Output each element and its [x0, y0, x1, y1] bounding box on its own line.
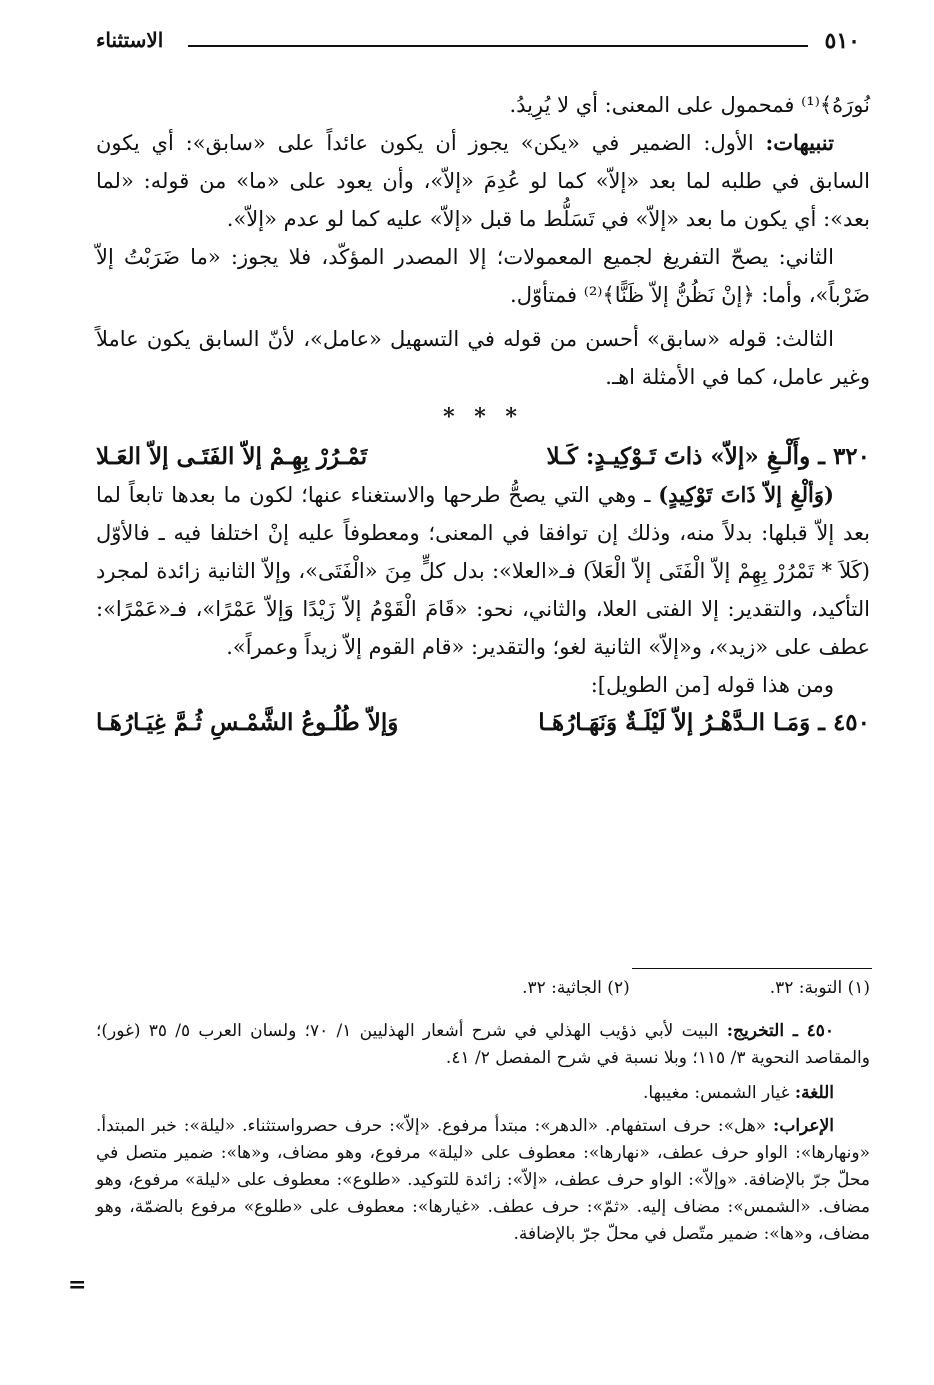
- verse-320: [96, 438, 870, 476]
- verse-450-first-hemistich: ٤٥٠ ـ وَمَـا الـدَّهْـرُ إلاّ لَيْلَـةٌ وَنَهَـارُهَـا: [538, 709, 870, 736]
- paragraph-third: الثالث: قوله «سابق» أحسن من قوله في التسهيل «عامل»، لأنّ السابق يكون عاملاً وغير عامل، كما في الأمثلة اهـ.: [96, 327, 870, 389]
- tanbihat-label: تنبيهات:: [765, 130, 834, 155]
- note-irab: [96, 1113, 870, 1248]
- tanbihat-text: الأول: الضمير في «يكن» يجوز أن يكون عائداً على «سابق»: أي يكون السابق في طلبه لما بعد «إلاّ» كما لو عُدِمَ «إلاّ»، وأن يعود على «ما» من قوله: «لما بعد»: أي يكون ما بعد «إلاّ» في تَسَلُّط ما قبل «إلاّ» عليه كما لو عدم «إلاّ».: [96, 131, 870, 231]
- footnote-separator: [632, 968, 872, 969]
- paragraph-commentary: [96, 476, 870, 666]
- commentary-text: ـ وهي التي يصحُّ طرحها والاستغناء عنها؛ لكون ما بعدها تابعاً لما بعد إلاّ قبلها: بدلاً منه، وذلك إن توافقا في المعنى؛ ومعطوفاً عليه إنْ اختلفا فيه ـ فالأوّل (كَلاَ * تَمْرُرْ بِهِمْ إلاّ الْفَتَى إلاّ الْعَلاَ) فـ«العلا»: بدل كلٍّ مِنَ «الْفَتَى»، وإلاّ الثانية زائدة لمجرد التأكيد، والتقدير: إلا الفتى العلا، والثاني، نحو: «قَامَ الْقَوْمُ إلاّ زَيْدًا وَإلاّ عَمْرًا»، فـ«عَمْرًا»: عطف على «زيد»، و«إلاّ» الثانية لغو؛ والتقدير: «قام القوم إلاّ زيداً وعمراً».: [96, 483, 870, 659]
- header-rule: [188, 45, 808, 47]
- commentary-lead: (وَألْغِ إلاّ ذَاتَ تَوْكِيدٍ): [658, 482, 834, 507]
- notes-block: [96, 1018, 870, 1248]
- lugha-label: اللغة:: [794, 1083, 834, 1103]
- verse-320-second-hemistich: تَمْـرُرْ بِهِـمْ إلاّ الفَتَـى إلاّ العَـلا: [96, 443, 368, 470]
- footnote-references: [96, 978, 870, 998]
- verse-450: [96, 704, 870, 742]
- irab-label: الإعراب:: [773, 1116, 834, 1136]
- section-divider-stars: * * *: [443, 404, 523, 430]
- note-takhrij: [96, 1018, 870, 1072]
- lugha-text: غيار الشمس: مغيبها.: [642, 1083, 795, 1103]
- footnote-1: (١) التوبة: ٣٢.: [769, 978, 870, 998]
- takhrij-label: ٤٥٠ ـ التخريج:: [726, 1021, 834, 1041]
- takhrij-text: البيت لأبي ذؤيب الهذلي في شرح أشعار الهذليين ١/ ٧٠؛ ولسان العرب ٥/ ٣٥ (غور)؛ والمقاصد النحوية ٣/ ١١٥؛ وبلا نسبة في شرح المفصل ٢/ ٤١.: [96, 1021, 870, 1068]
- verse-450-second-hemistich: وَإلاّ طُلُـوعُ الشَّمْـسِ ثُـمَّ غِيَـارُهَـا: [96, 709, 399, 736]
- page-header: [96, 28, 860, 60]
- paragraph-citation-intro: ومن هذا قوله [من الطويل]:: [590, 673, 834, 697]
- continuation-mark: =: [68, 1272, 87, 1298]
- verse-320-first-hemistich: ٣٢٠ ـ وأَلْـغِ «إلاّ» ذاتَ تَـوْكِيـدٍ: كَـلا: [546, 443, 870, 470]
- irab-text: «هل»: حرف استفهام. «الدهر»: مبتدأ مرفوع. «إلاّ»: حرف حصرواستثناء. «ليلة»: خبر المبتدأ. «ونهارها»: الواو حرف عطف، «نهارها»: معطوف على «ليلة» مرفوع، وهو مضاف، و«ها»: ضمير متصل في محلّ جرّ بالإضافة. «وإلاّ»: الواو حرف عطف، «إلاّ»: زائدة للتوكيد. «طلوع»: معطوف على «ليلة» مرفوع، وهو مضاف. «الشمس»: مضاف إليه. «ثمّ»: حرف عطف. «غيارها»: معطوف على «طلوع» مرفوع بالضمّة، وهو مضاف، و«ها»: ضمير متّصل في محلّ جرّ بالإضافة.: [96, 1116, 870, 1244]
- running-title: الاستثناء: [96, 28, 164, 52]
- paragraph-second: الثاني: يصحّ التفريغ لجميع المعمولات؛ إلا المصدر المؤكّد، فلا يجوز: «ما ضَرَبْتُ إلاّ ضَرْباً»، وأما: ﴿إنْ نَظُنُّ إلاّ ظَنًّا﴾⁽²⁾ فمتأوّل.: [96, 245, 870, 307]
- paragraph-continuation: نُورَهُ﴾⁽¹⁾ فمحمول على المعنى: أي لا يُرِيدُ.: [509, 93, 870, 117]
- footnote-2: (٢) الجاثية: ٣٢.: [522, 978, 630, 998]
- page-number: ٥١٠: [824, 28, 860, 54]
- note-lugha: [96, 1080, 870, 1107]
- paragraph-tanbihat: [96, 124, 870, 238]
- main-text: [96, 86, 870, 742]
